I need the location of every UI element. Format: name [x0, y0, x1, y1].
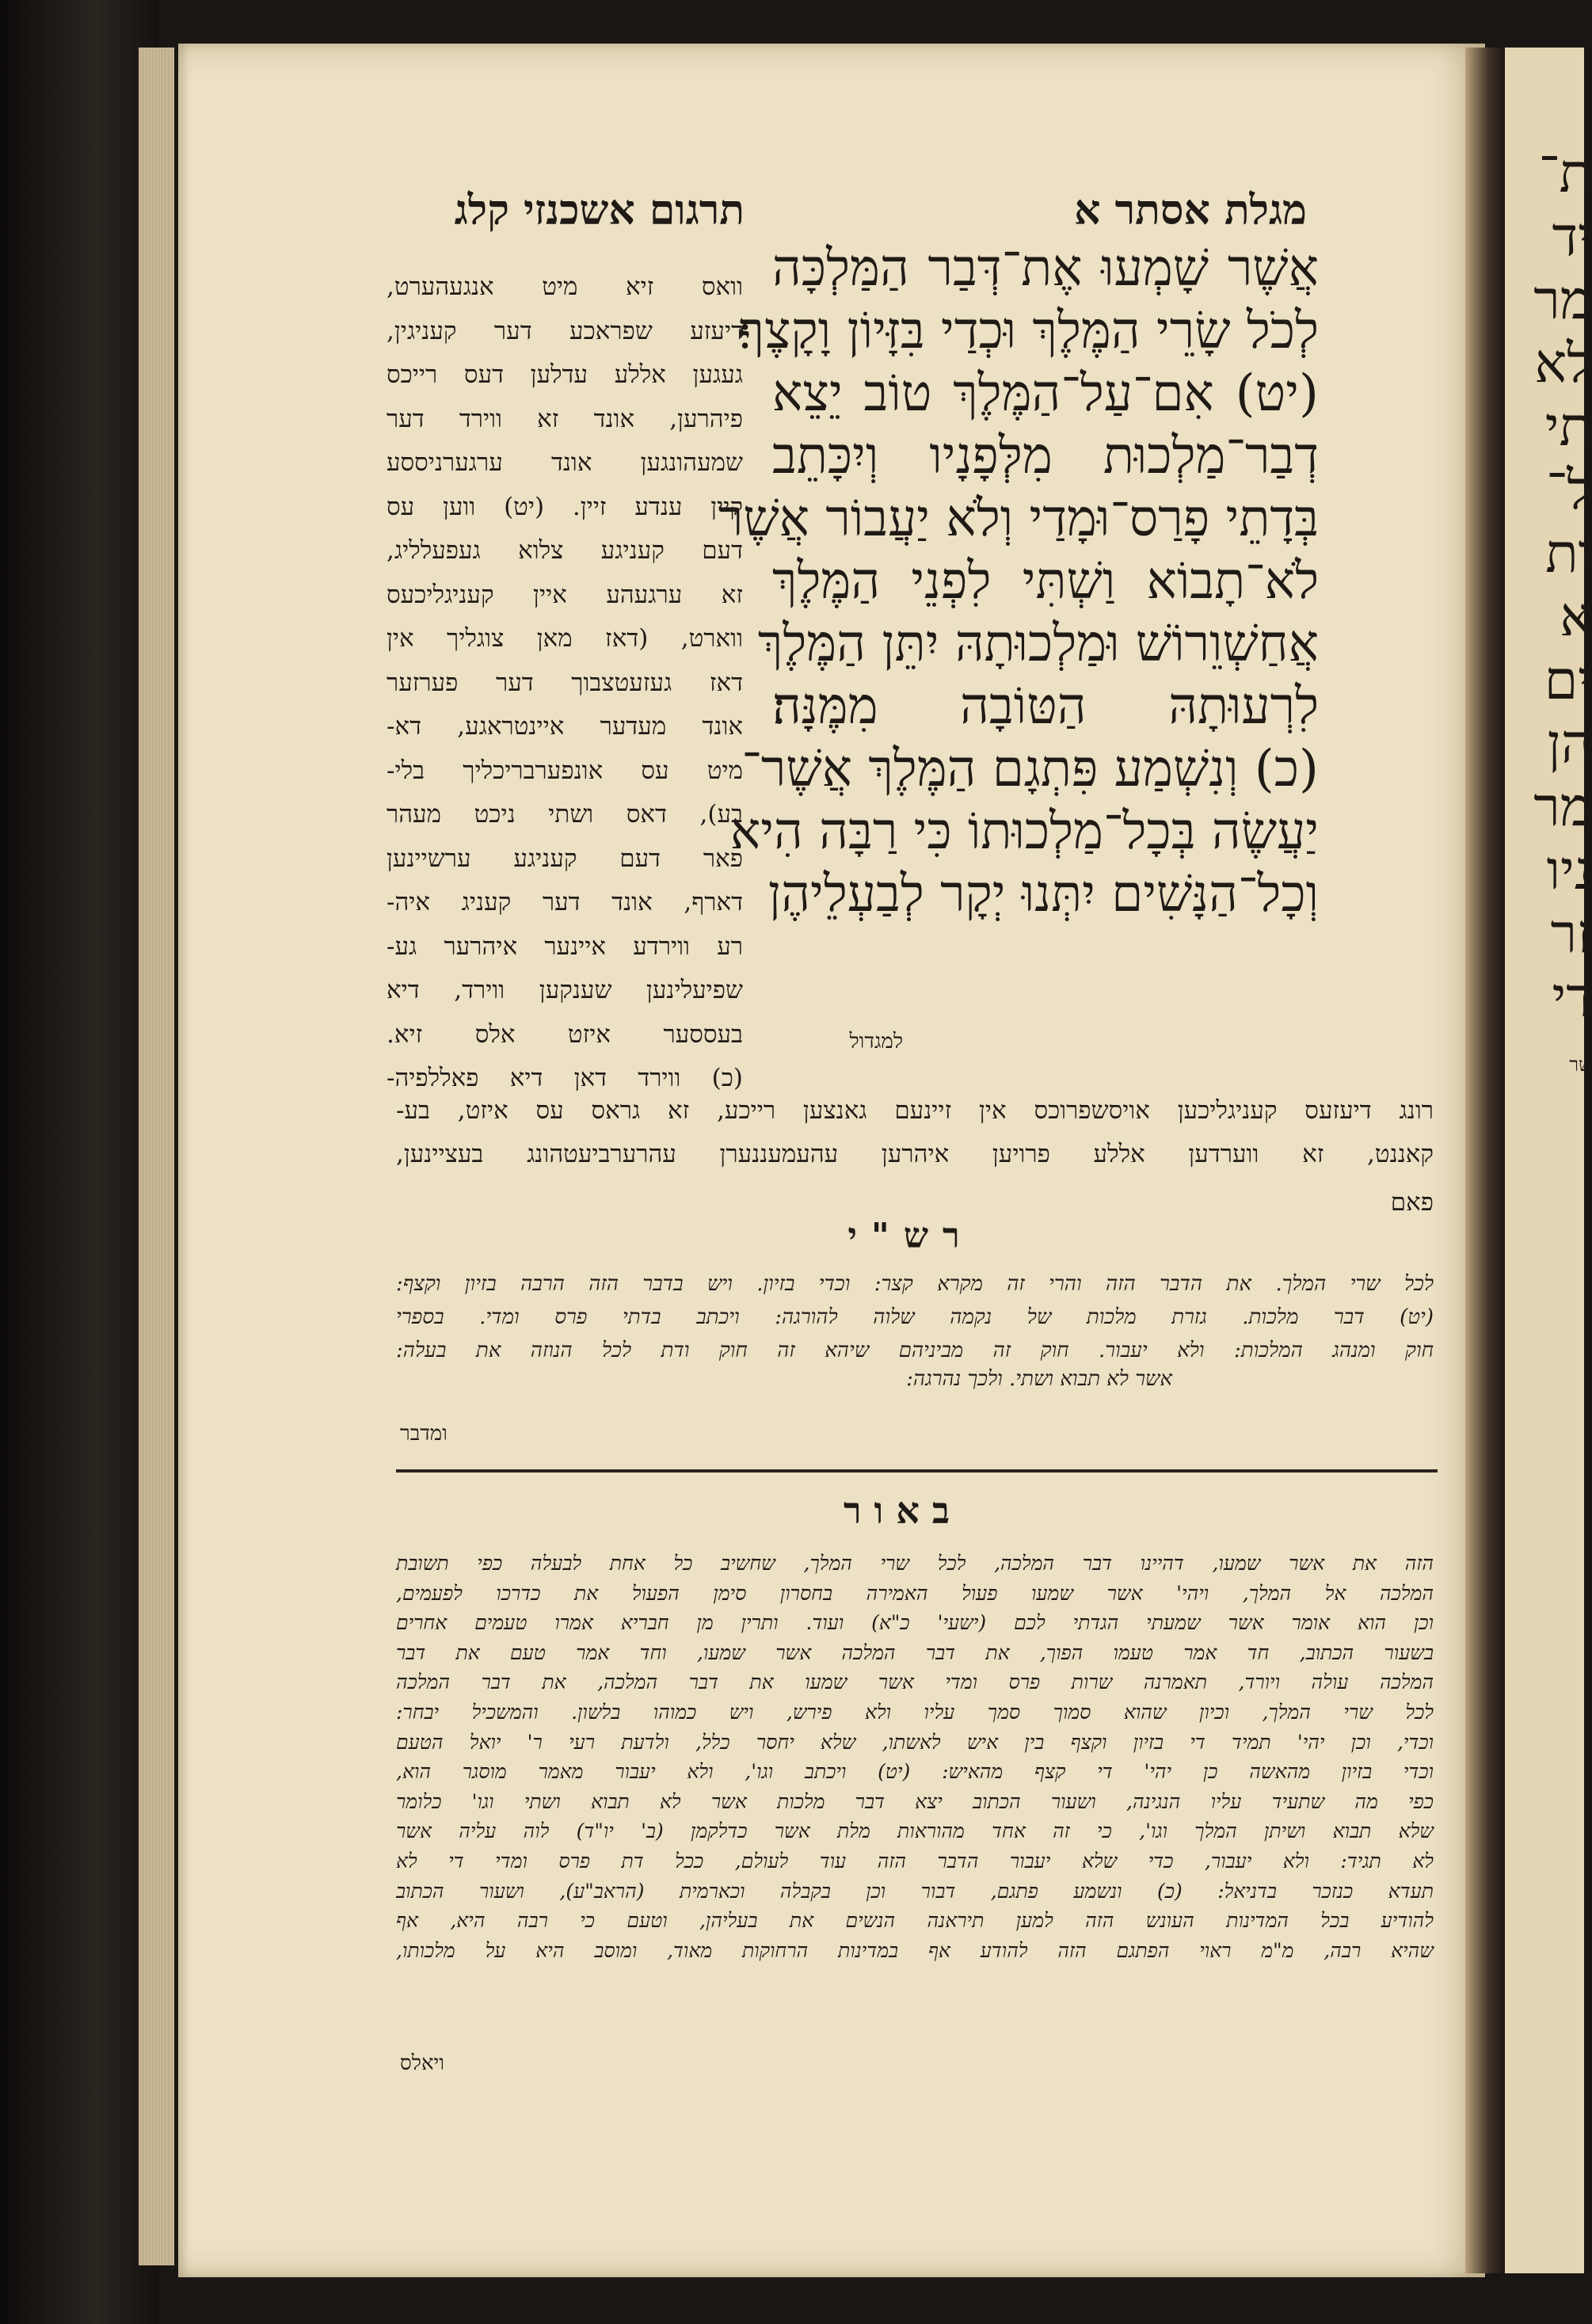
- biur-line: כפי מה שתעיד עליו הנגינה, ושעור הכתוב יצא דבר מלכות אשר לא תבוא ושתי וגו' כלומר: [396, 1789, 1434, 1813]
- facing-page-text: די: [1552, 966, 1592, 1029]
- yiddish-line: שמעהונגען אונד ערגערניססע: [387, 448, 743, 477]
- facing-page-text: מר: [1533, 269, 1592, 332]
- rashi-catchword: ומדבר: [400, 1422, 448, 1446]
- biur-line: בשעור הכתוב, חד אמר טעמו הפוך, את דבר המלכה אשר שמעו, וחד אמר טעם את דבר: [396, 1640, 1434, 1664]
- yiddish-line: (כ) ווירד דאן דיא פאללפיה-: [387, 1064, 743, 1092]
- biur-commentary: [396, 1549, 1434, 1965]
- rashi-commentary: [396, 1267, 1434, 1367]
- main-text-line: יַעֲשֶׂה בְּכָל־מַלְכוּתוֹ כִּי רַבָּה הִיא: [729, 802, 1319, 861]
- biur-catchword: ויאלס: [400, 2052, 445, 2075]
- biur-line: וכדי, וכן יהי' תמיד די בזיון וקצף בין איש לאשתו, שלא יחסר כלל, ולדעת רעי ר' יואל הטעם: [396, 1730, 1434, 1754]
- facing-page-text: לא: [1534, 333, 1592, 395]
- biur-line: שהיא רבה, מ"מ ראוי הפתגם הזה להודע אף במדינות הרחוקות מאוד, ומוסב היא על מלכותו,: [396, 1938, 1434, 1962]
- rashi-line: חוק ומנהג המלכות: ולא יעבור. חוק זה מביניהם שיהא זה חוק ודת לכל הנוזה את בעלה:: [396, 1339, 1434, 1362]
- biur-line: המלכה עולה ויורד, תאמרנה שרות פרס ומדי אשר שמעו את דבר המלכה, את דבר המלכה: [396, 1671, 1434, 1694]
- rashi-line: לכל שרי המלך. את הדבר הזה והרי זה מקרא קצר: וכדי בזיון. ויש בדבר הזה הרבה בזיון וקצף:: [396, 1272, 1434, 1296]
- facing-page-text: ניו: [1546, 840, 1592, 902]
- main-text-line: לִרְעוּתָהּ הַטּוֹבָה מִמֶּנָּה׃: [772, 677, 1319, 736]
- main-text-line: אֲשֶׁר שָׁמְעוּ אֶת־דְּבַר הַמַּלְכָּה: [772, 239, 1319, 298]
- yiddish-line: ווארט, (דאז מאן צוגליך אין: [387, 624, 743, 653]
- main-text-line: אֲחַשְׁוֵרוֹשׁ וּמַלְכוּתָהּ יִתֵּן הַמֶּלֶךְ: [757, 615, 1319, 673]
- yiddish-line: געגען אללע עדלען דעס רייכס: [387, 360, 743, 389]
- biur-line: תעדא כנזכר בדניאל: (כ) ונשמע פתגם, דבור וכן בקבלה וכארמית (הראב"ע), ושעור הכתוב: [396, 1879, 1434, 1903]
- facing-page-fragment: [1505, 48, 1592, 2273]
- rashi-line: אשר לא תבוא ושתי. ולכך נהרגה:: [906, 1367, 1172, 1391]
- yiddish-line: דעם קעניגע צלוא געפעלליג,: [387, 536, 743, 565]
- biur-line: שלא תבוא ושיתן המלך וגו', כי זה אחד מהוראות מלת אשר כדלקמן (ב' יו"ד) לוה עליה אשר: [396, 1819, 1434, 1843]
- yiddish-line: שפיעלינען שענקען ווירד, דיא: [387, 976, 743, 1004]
- main-text-line: לֹא־תָבוֹא וַשְׁתִּי לִפְנֵי הַמֶּלֶךְ: [772, 552, 1319, 611]
- biur-line: לא תגיד: ולא יעבור, כדי שלא יעבור הדבר הזה עוד לעולם, ככל דת פרס ומדי די לא: [396, 1849, 1434, 1873]
- biur-line: לכל שרי המלך, וכיון שהוא סמוך סמך עליו ולא פירש, ויש כמוהו בלשון. והמשכיל יבחר:: [396, 1700, 1434, 1724]
- facing-page-text: ות: [1545, 523, 1592, 585]
- yiddish-line: רונג דיעזעס קעניגליכען אויסשפרוכס אין זיינעם גאנצען רייכע, זא גראס עס איזט, בע-: [396, 1096, 1434, 1125]
- yiddish-line: דיעזע שפראכע דער קעניגין,: [387, 316, 743, 345]
- yiddish-line: קאננט, זא ווערדען אללע פרויען איהרען עהעמעננערן עהרערביעטהונג בעציינען,: [396, 1140, 1434, 1168]
- yiddish-line: מיט עס אונפערבריכליך בלי-: [387, 756, 743, 785]
- facing-page-text: א: [1560, 586, 1592, 649]
- main-catchword: למגדול: [849, 1030, 903, 1053]
- biur-line: להודיע בכל המדינות העונש הזה למען תיראנה הנשים את בעליהן, וטעם כי רבה היא, אף: [396, 1909, 1434, 1933]
- book-binding: [0, 0, 158, 2324]
- main-text-line: (יט) אִם־עַל־הַמֶּלֶךְ טוֹב יֵצֵא: [772, 364, 1319, 423]
- rashi-heading: רש"י: [847, 1216, 974, 1256]
- biur-line: הזה את אשר שמעו, דהיינו דבר המלכה, לכל שרי המלך, שחשיב כל אחת לבעלה כפי תשובת: [396, 1552, 1434, 1575]
- facing-page-text: ל־: [1546, 459, 1592, 522]
- yiddish-line: בע), דאס ושתי ניכט מעהר: [387, 800, 743, 829]
- yiddish-line: וואס זיא מיט אנגעהערט,: [387, 272, 743, 301]
- main-text-line: לְכֹל שָׂרֵי הַמֶּלֶךְ וּכְדַי בִּזָּיוֹן וָקָצֶף׃: [737, 302, 1319, 360]
- yiddish-line: פאר דעם קעניגע ערשיינען: [387, 844, 743, 873]
- yiddish-line: פאם: [1390, 1188, 1434, 1217]
- yiddish-line: רע ווירדע איינער איהרער גע-: [387, 932, 743, 961]
- facing-page-text: שר: [1569, 1053, 1592, 1076]
- main-hebrew-text: [718, 238, 1319, 926]
- main-text-line: דְבַר־מַלְכוּת מִלְּפָנָיו וְיִכָּתֵב: [772, 427, 1319, 486]
- yiddish-line: קיין ענדע זיין. (יט) ווען עס: [387, 492, 743, 521]
- header-megillah-title: מגלת אסתר א: [1074, 186, 1307, 234]
- facing-page-text: ים: [1544, 650, 1592, 712]
- yiddish-line: זא ערגעהע איין קעניגליכעס: [387, 580, 743, 609]
- main-text-line: בְּדָתֵי פָרַס־וּמָדַי וְלֹא יַעֲבוֹר אֲשֶׁר: [718, 490, 1319, 548]
- yiddish-line: דאז געזעטצבוך דער פערזער: [387, 668, 743, 697]
- header-targum-title: תרגום אשכנזי קלג: [454, 186, 745, 234]
- facing-page-text: מר: [1533, 776, 1592, 839]
- rashi-line: (יט) דבר מלכות. גזרת מלכות של נקמה שלוה להורגה: ויכתב בדתי פרס ומדי. בספרי: [396, 1305, 1434, 1329]
- facing-page-text: הן: [1547, 713, 1592, 775]
- main-text-line: וְכָל־הַנָּשִׁים יִתְּנוּ יְקָר לְבַעְלֵיהֶן: [767, 865, 1319, 924]
- yiddish-continuation: [396, 1089, 1434, 1176]
- yiddish-line: פיהרען, אונד זא ווירד דער: [387, 404, 743, 433]
- yiddish-line: אונד מעדער איינטראגע, דא-: [387, 712, 743, 741]
- yiddish-line: דארף, אונד דער קעניג איה-: [387, 888, 743, 916]
- main-text-line: (כ) וְנִשְׁמַע פִּתְגָם הַמֶּלֶךְ אֲשֶׁר־: [741, 740, 1319, 798]
- biur-line: וכדי בזיון מהאשה כן יהי' די קצף מהאיש: (יט) ויכתב וגו', ולא יעבור מאמר מוסגר הוא,: [396, 1760, 1434, 1784]
- yiddish-translation-column: [387, 265, 743, 1101]
- biur-line: וכן הוא אומר אשר שמעתי הגדתי לכם (ישעי' כ"א) ועוד. ותרין מן חבריא אמרו טעמים אחרים: [396, 1611, 1434, 1635]
- facing-page-text: ת־: [1538, 143, 1592, 205]
- facing-page-text: תי: [1544, 396, 1592, 459]
- biur-line: המלכה אל המלך, ויהי' אשר שמעו פעול האמירה בחסרון סימן הפעול את כדרכו לפעמים,: [396, 1581, 1434, 1605]
- yiddish-line: בעססער איזט אלס זיא.: [387, 1019, 743, 1049]
- section-divider: [396, 1469, 1438, 1473]
- page-edges: [139, 48, 174, 2265]
- facing-page-text: יד: [1552, 206, 1592, 269]
- biur-heading: באור: [843, 1489, 963, 1532]
- facing-page-text: זר: [1550, 903, 1592, 966]
